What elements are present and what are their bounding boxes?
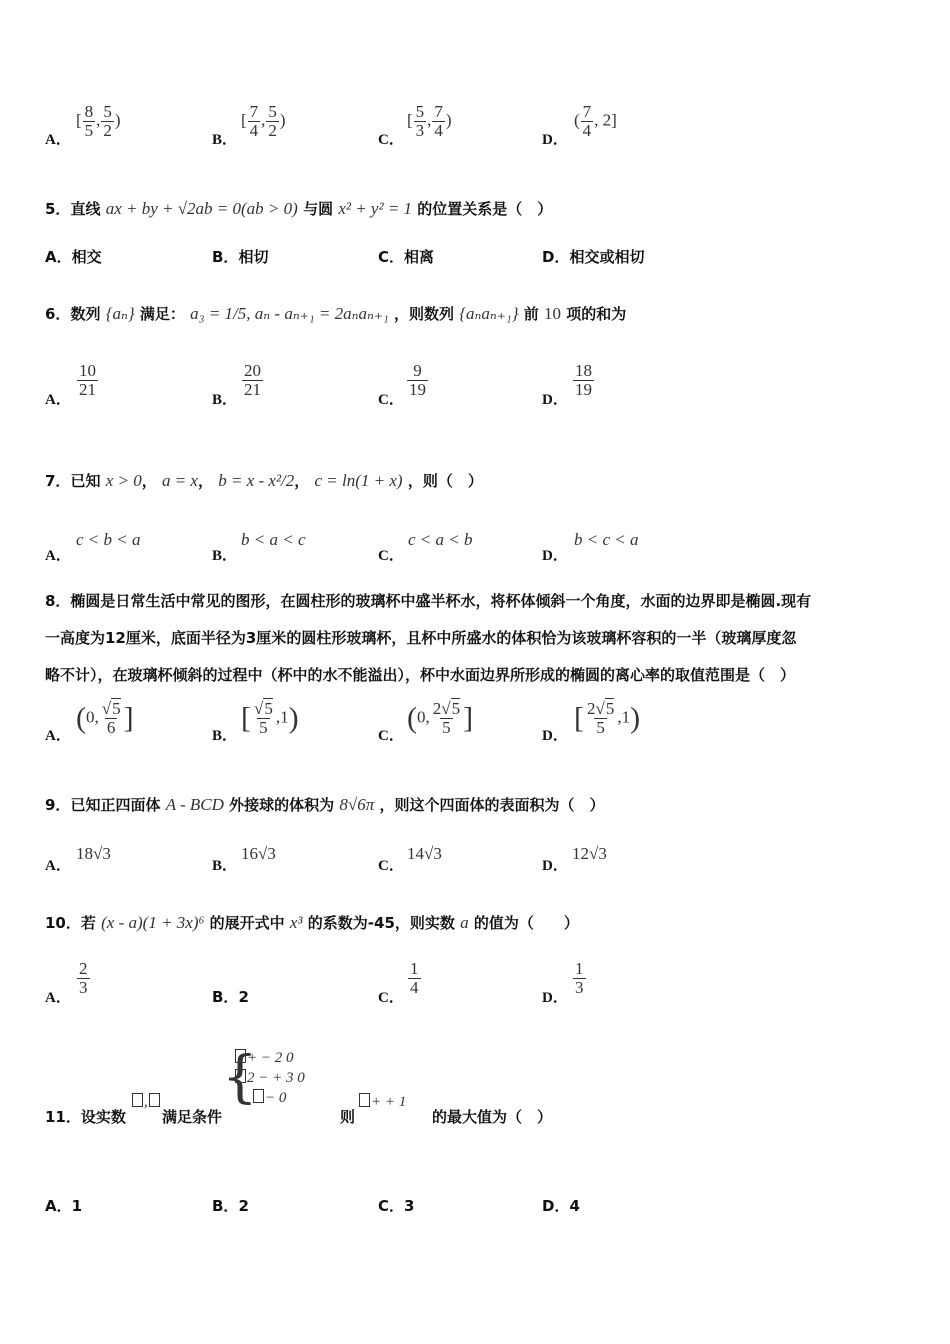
q10-option-b[interactable]: B．2	[212, 988, 249, 1006]
q11-option-a[interactable]: A．1	[45, 1197, 83, 1215]
q4-option-b-math: [ $\frac{7}{4}$ , $\frac{5}{2}$ )	[241, 102, 286, 140]
q7-option-d-value: b < c < a	[574, 530, 639, 549]
q11-stem-start: 11．设实数	[45, 1108, 126, 1126]
q8-option-d[interactable]: D．	[542, 728, 568, 744]
q9-option-b-value: 16√3	[241, 844, 276, 863]
q9-option-d-value: 12√3	[572, 844, 607, 863]
option-label: A．	[45, 132, 71, 148]
q6-option-d-value: $\frac{18}{19}$	[575, 361, 592, 399]
q5-option-d[interactable]: D．相交或相切	[542, 248, 645, 266]
q7-option-d[interactable]: D．	[542, 548, 568, 564]
q11-constraint-2: 2 − + 3 0	[234, 1068, 305, 1088]
q10-stem: 10．若 (x - a)(1 + 3x)⁶ 的展开式中 x³ 的系数为-45，则实数 a 的值为（ ）	[45, 913, 579, 932]
q7-option-a[interactable]: A．	[45, 548, 71, 564]
q11-constraint-1: + − 2 0	[234, 1048, 294, 1068]
q6-option-b[interactable]: B．	[212, 392, 238, 408]
q11-objective: + + 1	[358, 1092, 406, 1112]
q8-option-c[interactable]: C．	[378, 728, 404, 744]
q9-option-d[interactable]: D．	[542, 858, 568, 874]
q7-option-b[interactable]: B．	[212, 548, 238, 564]
q4-option-d[interactable]: D．	[542, 132, 568, 148]
q6-option-d[interactable]: D．	[542, 392, 568, 408]
q4-option-a-math: [ $\frac{8}{5}$ , $\frac{5}{2}$ )	[76, 102, 121, 140]
q7-option-c-value: c < a < b	[408, 530, 473, 549]
q11-option-d[interactable]: D．4	[542, 1197, 580, 1215]
q10-option-c[interactable]: C．	[378, 990, 404, 1006]
q11-variables: ,	[131, 1092, 161, 1112]
q8-option-a-value: (0, $\frac{√5}{6}$ ]	[76, 699, 134, 737]
q8-option-b[interactable]: B．	[212, 728, 238, 744]
q10-option-a[interactable]: A．	[45, 990, 71, 1006]
q6-recurrence: a₃ = 1/5, aₙ - aₙ₊₁ = 2aₙaₙ₊₁	[190, 304, 389, 323]
q6-option-c[interactable]: C．	[378, 392, 404, 408]
q8-line-3: 略不计），在玻璃杯倾斜的过程中（杯中的水不能溢出），杯中水面边界所形成的椭圆的离心率的取值范围是（ ）	[45, 666, 796, 684]
q8-option-c-value: (0, $\frac{2√5}{5}$ ]	[407, 699, 474, 737]
q6-option-c-value: $\frac{9}{19}$	[409, 361, 426, 399]
q5-option-b[interactable]: B．相切	[212, 248, 269, 266]
q8-line-1: 8．椭圆是日常生活中常见的图形，在圆柱形的玻璃杯中盛半杯水，将杯体倾斜一个角度，水面的边界即是椭圆.现有	[45, 592, 812, 610]
q9-stem: 9．已知正四面体 A - BCD 外接球的体积为 8√6π ，则这个四面体的表面积为（ ）	[45, 795, 605, 814]
q7-stem: 7．已知 x > 0， a = x， b = x - x²/2， c = ln(1 + x) ，则（ ）	[45, 471, 483, 490]
q5-circle-equation: x² + y² = 1	[338, 199, 413, 218]
q4-option-d-math: ( $\frac{7}{4}$ , 2]	[574, 102, 617, 140]
q10-option-d[interactable]: D．	[542, 990, 568, 1006]
q11-condition-label: 满足条件	[162, 1108, 223, 1126]
q6-option-a-value: $\frac{10}{21}$	[79, 361, 96, 399]
q11-then-label: 则	[340, 1108, 356, 1126]
brace-icon: {	[222, 1045, 258, 1110]
q9-option-c-value: 14√3	[407, 844, 442, 863]
q11-option-c[interactable]: C．3	[378, 1197, 415, 1215]
q8-option-b-value: [ $\frac{√5}{5}$ ,1)	[241, 699, 299, 737]
q7-option-a-value: c < b < a	[76, 530, 141, 549]
q9-option-b[interactable]: B．	[212, 858, 238, 874]
q10-option-c-value: $\frac{1}{4}$	[410, 959, 419, 997]
q8-option-d-value: [ $\frac{2√5}{5}$ ,1)	[574, 699, 641, 737]
q7-option-b-value: b < a < c	[241, 530, 306, 549]
q9-option-a[interactable]: A．	[45, 858, 71, 874]
q7-option-c[interactable]: C．	[378, 548, 404, 564]
q4-option-a[interactable]	[45, 128, 71, 149]
q4-option-b[interactable]: B．	[212, 132, 238, 148]
q6-option-b-value: $\frac{20}{21}$	[244, 361, 261, 399]
q6-option-a[interactable]: A．	[45, 392, 71, 408]
q9-option-a-value: 18√3	[76, 844, 111, 863]
q11-option-b[interactable]: B．2	[212, 1197, 249, 1215]
q5-line-equation: ax + by + √2ab = 0(ab > 0)	[105, 199, 298, 218]
q8-option-a[interactable]: A．	[45, 728, 71, 744]
q10-option-a-value: $\frac{2}{3}$	[79, 959, 88, 997]
q6-stem: 6．数列 {aₙ} 满足： a₃ = 1/5, aₙ - aₙ₊₁ = 2aₙaₙ₊₁ ，则数列 {aₙaₙ₊₁} 前 10 项的和为	[45, 304, 627, 323]
q10-option-d-value: $\frac{1}{3}$	[575, 959, 584, 997]
q4-option-c-math: [ $\frac{5}{3}$ , $\frac{7}{4}$ )	[407, 102, 452, 140]
q11-stem-end: 的最大值为（ ）	[432, 1108, 553, 1126]
q5-option-a[interactable]: A．相交	[45, 248, 102, 266]
q5-stem: 5．直线 ax + by + √2ab = 0(ab > 0) 与圆 x² + y² = 1 的位置关系是（ ）	[45, 199, 553, 218]
q5-option-c[interactable]: C．相离	[378, 248, 435, 266]
q9-option-c[interactable]: C．	[378, 858, 404, 874]
q4-option-c[interactable]: C．	[378, 132, 404, 148]
q8-line-2: 一高度为12厘米，底面半径为3厘米的圆柱形玻璃杯，且杯中所盛水的体积恰为该玻璃杯容积的一半（玻璃厚度忽	[45, 629, 797, 647]
q11-constraint-3: − 0	[252, 1088, 286, 1108]
